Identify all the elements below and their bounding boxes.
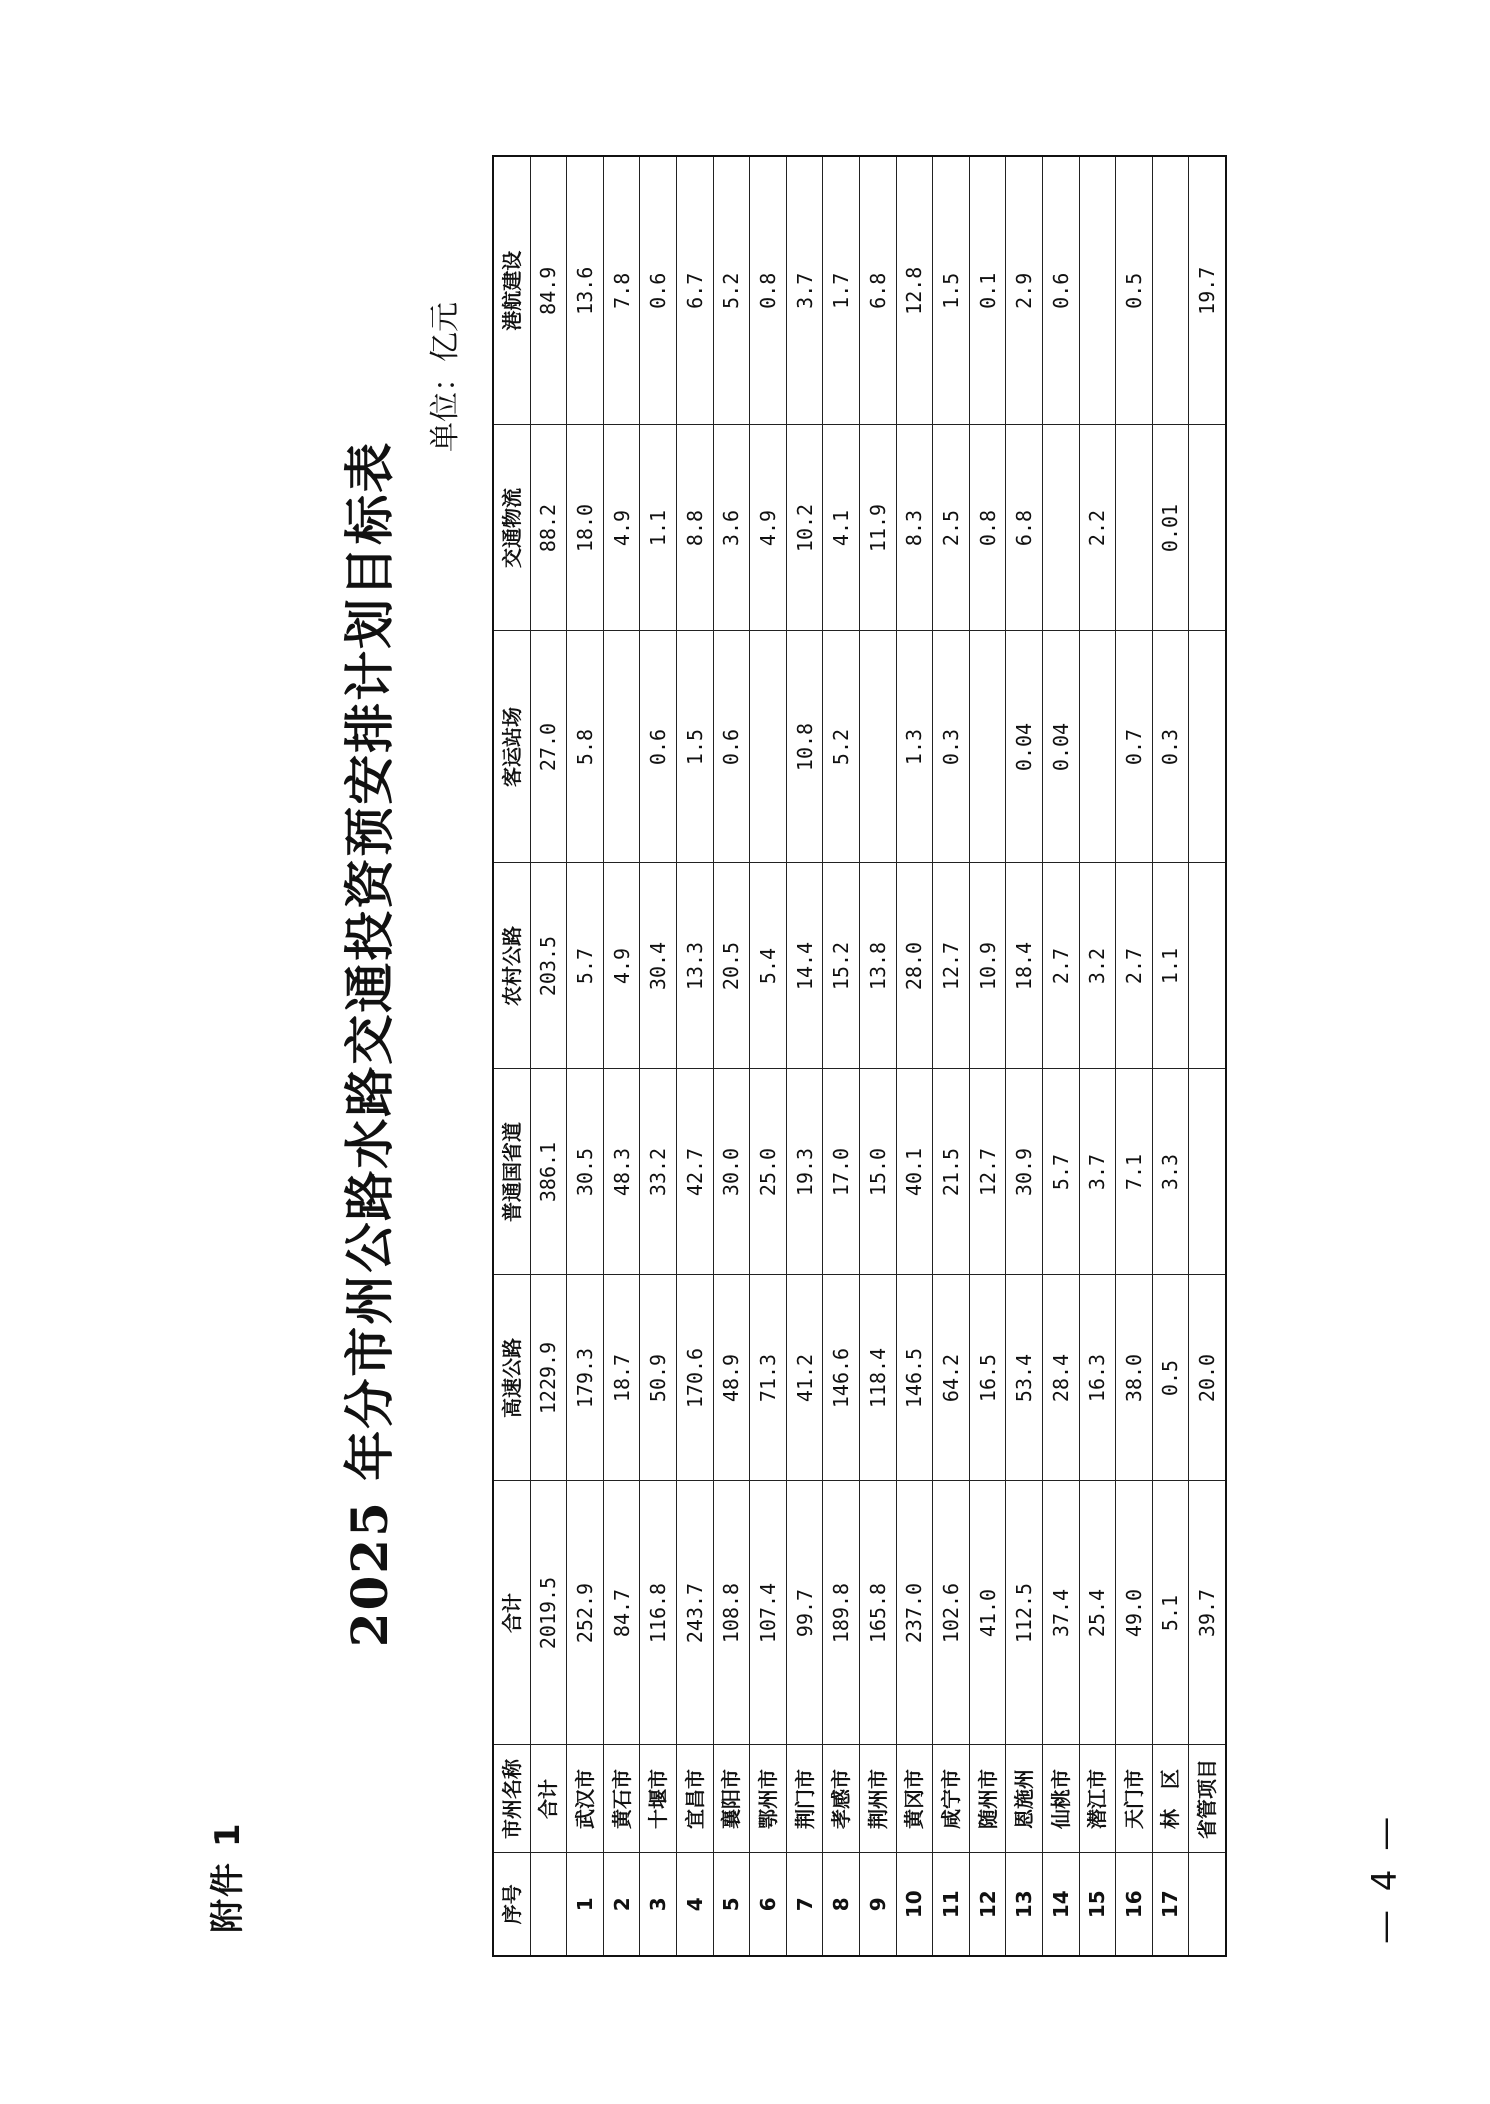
value-cell: 179.3 <box>567 1275 604 1481</box>
value-cell: 386.1 <box>530 1069 567 1275</box>
value-cell <box>1152 156 1189 425</box>
value-cell: 30.4 <box>640 863 677 1069</box>
value-cell: 0.01 <box>1152 425 1189 631</box>
value-cell: 41.0 <box>969 1481 1006 1745</box>
value-cell: 30.5 <box>567 1069 604 1275</box>
value-cell: 10.2 <box>786 425 823 631</box>
value-cell <box>1079 156 1116 425</box>
value-cell: 112.5 <box>1006 1481 1043 1745</box>
value-cell: 243.7 <box>676 1481 713 1745</box>
value-cell: 116.8 <box>640 1481 677 1745</box>
table-row <box>603 156 640 1956</box>
table-row <box>567 156 604 1956</box>
value-cell: 0.6 <box>713 631 750 863</box>
value-cell: 2.7 <box>1116 863 1153 1069</box>
value-cell <box>1189 425 1226 631</box>
value-cell: 12.8 <box>896 156 933 425</box>
value-cell: 0.04 <box>1006 631 1043 863</box>
value-cell <box>1079 631 1116 863</box>
table-row <box>530 156 567 1956</box>
row-number-cell: 13 <box>1006 1853 1043 1956</box>
value-cell: 30.9 <box>1006 1069 1043 1275</box>
value-cell: 1.1 <box>1152 863 1189 1069</box>
row-number-cell: 3 <box>640 1853 677 1956</box>
value-cell: 48.9 <box>713 1275 750 1481</box>
value-cell: 50.9 <box>640 1275 677 1481</box>
header-cell: 市州名称 <box>493 1745 530 1853</box>
header-cell: 交通物流 <box>493 425 530 631</box>
table-header-row <box>493 156 530 1956</box>
value-cell <box>969 631 1006 863</box>
value-cell: 12.7 <box>969 1069 1006 1275</box>
value-cell: 53.4 <box>1006 1275 1043 1481</box>
value-cell: 8.8 <box>676 425 713 631</box>
row-number-cell <box>1189 1853 1226 1956</box>
value-cell: 189.8 <box>823 1481 860 1745</box>
region-name-cell: 林 区 <box>1152 1745 1189 1853</box>
value-cell: 1.5 <box>933 156 970 425</box>
value-cell: 0.1 <box>969 156 1006 425</box>
page-number: — 4 — <box>1365 1812 1405 1944</box>
value-cell: 1.3 <box>896 631 933 863</box>
value-cell: 42.7 <box>676 1069 713 1275</box>
value-cell: 10.8 <box>786 631 823 863</box>
table-row <box>676 156 713 1956</box>
value-cell: 17.0 <box>823 1069 860 1275</box>
value-cell: 28.0 <box>896 863 933 1069</box>
table-row <box>713 156 750 1956</box>
value-cell: 28.4 <box>1042 1275 1079 1481</box>
value-cell: 4.1 <box>823 425 860 631</box>
row-number-cell: 7 <box>786 1853 823 1956</box>
value-cell: 0.3 <box>933 631 970 863</box>
value-cell: 84.9 <box>530 156 567 425</box>
region-name-cell: 武汉市 <box>567 1745 604 1853</box>
region-name-cell: 合计 <box>530 1745 567 1853</box>
value-cell: 15.0 <box>859 1069 896 1275</box>
header-cell: 序号 <box>493 1853 530 1956</box>
value-cell <box>1189 863 1226 1069</box>
region-name-cell: 襄阳市 <box>713 1745 750 1853</box>
row-number-cell: 11 <box>933 1853 970 1956</box>
value-cell: 203.5 <box>530 863 567 1069</box>
value-cell <box>1189 1069 1226 1275</box>
value-cell: 118.4 <box>859 1275 896 1481</box>
value-cell: 3.3 <box>1152 1069 1189 1275</box>
value-cell: 19.3 <box>786 1069 823 1275</box>
region-name-cell: 咸宁市 <box>933 1745 970 1853</box>
value-cell: 37.4 <box>1042 1481 1079 1745</box>
region-name-cell: 孝感市 <box>823 1745 860 1853</box>
region-name-cell: 鄂州市 <box>750 1745 787 1853</box>
value-cell: 0.7 <box>1116 631 1153 863</box>
value-cell <box>859 631 896 863</box>
value-cell: 16.3 <box>1079 1275 1116 1481</box>
value-cell: 0.5 <box>1116 156 1153 425</box>
value-cell: 13.8 <box>859 863 896 1069</box>
header-cell: 高速公路 <box>493 1275 530 1481</box>
value-cell: 170.6 <box>676 1275 713 1481</box>
region-name-cell: 宜昌市 <box>676 1745 713 1853</box>
value-cell: 25.4 <box>1079 1481 1116 1745</box>
value-cell: 1.5 <box>676 631 713 863</box>
value-cell: 146.6 <box>823 1275 860 1481</box>
value-cell: 13.6 <box>567 156 604 425</box>
header-cell: 普通国省道 <box>493 1069 530 1275</box>
row-number-cell: 17 <box>1152 1853 1189 1956</box>
value-cell: 2.2 <box>1079 425 1116 631</box>
value-cell: 5.7 <box>1042 1069 1079 1275</box>
value-cell: 0.8 <box>969 425 1006 631</box>
value-cell <box>603 631 640 863</box>
header-cell: 客运站场 <box>493 631 530 863</box>
region-name-cell: 恩施州 <box>1006 1745 1043 1853</box>
value-cell: 2.7 <box>1042 863 1079 1069</box>
region-name-cell: 黄石市 <box>603 1745 640 1853</box>
row-number-cell: 14 <box>1042 1853 1079 1956</box>
value-cell: 3.7 <box>1079 1069 1116 1275</box>
value-cell: 0.8 <box>750 156 787 425</box>
header-cell: 合计 <box>493 1481 530 1745</box>
value-cell: 237.0 <box>896 1481 933 1745</box>
table-row <box>1152 156 1189 1956</box>
row-number-cell: 4 <box>676 1853 713 1956</box>
region-name-cell: 荆州市 <box>859 1745 896 1853</box>
row-number-cell <box>530 1853 567 1956</box>
value-cell: 0.6 <box>1042 156 1079 425</box>
value-cell: 5.4 <box>750 863 787 1069</box>
value-cell: 1.7 <box>823 156 860 425</box>
value-cell: 5.1 <box>1152 1481 1189 1745</box>
value-cell: 71.3 <box>750 1275 787 1481</box>
region-name-cell: 黄冈市 <box>896 1745 933 1853</box>
unit-label: 单位：亿元 <box>428 302 463 452</box>
value-cell: 49.0 <box>1116 1481 1153 1745</box>
row-number-cell: 12 <box>969 1853 1006 1956</box>
value-cell <box>1042 425 1079 631</box>
value-cell: 6.7 <box>676 156 713 425</box>
value-cell: 25.0 <box>750 1069 787 1275</box>
row-number-cell: 10 <box>896 1853 933 1956</box>
table-row <box>896 156 933 1956</box>
table-row <box>933 156 970 1956</box>
table-row <box>1079 156 1116 1956</box>
value-cell: 19.7 <box>1189 156 1226 425</box>
value-cell: 15.2 <box>823 863 860 1069</box>
value-cell: 30.0 <box>713 1069 750 1275</box>
table-row <box>859 156 896 1956</box>
value-cell: 3.6 <box>713 425 750 631</box>
value-cell: 13.3 <box>676 863 713 1069</box>
row-number-cell: 2 <box>603 1853 640 1956</box>
value-cell: 48.3 <box>603 1069 640 1275</box>
value-cell: 146.5 <box>896 1275 933 1481</box>
value-cell: 2.5 <box>933 425 970 631</box>
value-cell: 4.9 <box>603 863 640 1069</box>
value-cell: 4.9 <box>750 425 787 631</box>
table-row <box>1189 156 1226 1956</box>
value-cell: 18.7 <box>603 1275 640 1481</box>
header-cell: 港航建设 <box>493 156 530 425</box>
attachment-label: 附件 1 <box>208 1821 248 1933</box>
table-row <box>1116 156 1153 1956</box>
value-cell: 41.2 <box>786 1275 823 1481</box>
region-name-cell: 仙桃市 <box>1042 1745 1079 1853</box>
value-cell: 12.7 <box>933 863 970 1069</box>
investment-table <box>492 155 1227 1957</box>
table-body <box>530 156 1226 1956</box>
value-cell: 5.2 <box>713 156 750 425</box>
value-cell: 0.5 <box>1152 1275 1189 1481</box>
value-cell: 33.2 <box>640 1069 677 1275</box>
value-cell <box>1189 631 1226 863</box>
row-number-cell: 16 <box>1116 1853 1153 1956</box>
value-cell: 165.8 <box>859 1481 896 1745</box>
value-cell: 2019.5 <box>530 1481 567 1745</box>
value-cell: 4.9 <box>603 425 640 631</box>
value-cell: 14.4 <box>786 863 823 1069</box>
row-number-cell: 6 <box>750 1853 787 1956</box>
value-cell: 64.2 <box>933 1275 970 1481</box>
value-cell: 3.2 <box>1079 863 1116 1069</box>
value-cell: 252.9 <box>567 1481 604 1745</box>
table-row <box>1006 156 1043 1956</box>
value-cell: 8.3 <box>896 425 933 631</box>
value-cell: 99.7 <box>786 1481 823 1745</box>
value-cell: 16.5 <box>969 1275 1006 1481</box>
value-cell: 10.9 <box>969 863 1006 1069</box>
table-row <box>786 156 823 1956</box>
region-name-cell: 随州市 <box>969 1745 1006 1853</box>
value-cell: 7.8 <box>603 156 640 425</box>
table-row <box>1042 156 1079 1956</box>
value-cell: 0.6 <box>640 631 677 863</box>
value-cell: 21.5 <box>933 1069 970 1275</box>
table-row <box>750 156 787 1956</box>
value-cell: 3.7 <box>786 156 823 425</box>
value-cell: 108.8 <box>713 1481 750 1745</box>
value-cell: 1.1 <box>640 425 677 631</box>
region-name-cell: 省管项目 <box>1189 1745 1226 1853</box>
row-number-cell: 9 <box>859 1853 896 1956</box>
page-title: 2025 年分市州公路水路交通投资预安排计划目标表 <box>340 440 399 1648</box>
value-cell: 0.6 <box>640 156 677 425</box>
value-cell: 39.7 <box>1189 1481 1226 1745</box>
header-cell: 农村公路 <box>493 863 530 1069</box>
value-cell: 18.0 <box>567 425 604 631</box>
value-cell: 38.0 <box>1116 1275 1153 1481</box>
table-row <box>969 156 1006 1956</box>
region-name-cell: 荆门市 <box>786 1745 823 1853</box>
value-cell: 84.7 <box>603 1481 640 1745</box>
value-cell: 88.2 <box>530 425 567 631</box>
value-cell: 20.0 <box>1189 1275 1226 1481</box>
value-cell <box>750 631 787 863</box>
value-cell: 5.2 <box>823 631 860 863</box>
value-cell: 6.8 <box>1006 425 1043 631</box>
row-number-cell: 5 <box>713 1853 750 1956</box>
value-cell: 102.6 <box>933 1481 970 1745</box>
value-cell: 20.5 <box>713 863 750 1069</box>
row-number-cell: 15 <box>1079 1853 1116 1956</box>
value-cell: 11.9 <box>859 425 896 631</box>
table-row <box>823 156 860 1956</box>
value-cell: 107.4 <box>750 1481 787 1745</box>
value-cell: 40.1 <box>896 1069 933 1275</box>
value-cell: 5.7 <box>567 863 604 1069</box>
region-name-cell: 十堰市 <box>640 1745 677 1853</box>
value-cell: 7.1 <box>1116 1069 1153 1275</box>
region-name-cell: 天门市 <box>1116 1745 1153 1853</box>
table-row <box>640 156 677 1956</box>
region-name-cell: 潜江市 <box>1079 1745 1116 1853</box>
value-cell: 2.9 <box>1006 156 1043 425</box>
row-number-cell: 1 <box>567 1853 604 1956</box>
value-cell: 5.8 <box>567 631 604 863</box>
value-cell: 27.0 <box>530 631 567 863</box>
value-cell: 6.8 <box>859 156 896 425</box>
value-cell: 1229.9 <box>530 1275 567 1481</box>
value-cell <box>1116 425 1153 631</box>
value-cell: 18.4 <box>1006 863 1043 1069</box>
row-number-cell: 8 <box>823 1853 860 1956</box>
value-cell: 0.3 <box>1152 631 1189 863</box>
value-cell: 0.04 <box>1042 631 1079 863</box>
